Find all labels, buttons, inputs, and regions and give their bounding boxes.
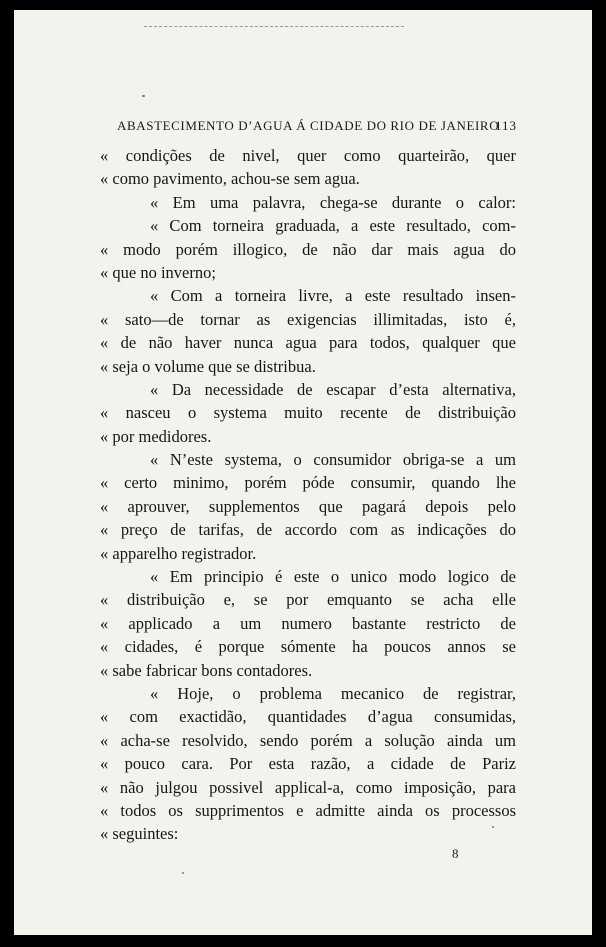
- text-line: « com exactidão, quantidades d’agua consumidas,: [100, 707, 516, 727]
- paper-speck: [492, 826, 494, 828]
- text-line: « seja o volume que se distribua.: [100, 356, 316, 376]
- paper-speck: [182, 872, 184, 874]
- text-line: « pouco cara. Por esta razão, a cidade de Pariz: [100, 754, 516, 774]
- body-text: [100, 144, 516, 846]
- text-line: « apparelho registrador.: [100, 543, 257, 563]
- text-line: « Hoje, o problema mecanico de registrar,: [150, 683, 516, 703]
- text-line: « Em uma palavra, chega-se durante o calor:: [150, 192, 516, 212]
- running-title: ABASTECIMENTO D’AGUA Á CIDADE DO RIO DE JANEIRO: [117, 118, 500, 133]
- text-line: « nasceu o systema muito recente de distribuição: [100, 403, 516, 423]
- text-line: « Com a torneira livre, a este resultado insen-: [150, 286, 516, 306]
- text-line: « Com torneira graduada, a este resultado, com-: [150, 216, 516, 236]
- text-line: « de não haver nunca agua para todos, qualquer que: [100, 333, 516, 353]
- text-line: « modo porém illogico, de não dar mais agua do: [100, 239, 516, 259]
- signature-mark: 8: [452, 846, 459, 861]
- text-line: « acha-se resolvido, sendo porém a solução ainda um: [100, 730, 516, 750]
- text-line: « Em principio é este o unico modo logico de: [150, 567, 516, 587]
- text-line: « como pavimento, achou-se sem agua.: [100, 169, 360, 189]
- text-line: « condições de nivel, quer como quarteirão, quer: [100, 146, 516, 165]
- text-line: « seguintes:: [100, 824, 179, 844]
- text-line: « aprouver, supplementos que pagará depois pelo: [100, 496, 516, 516]
- top-rule: [144, 26, 404, 27]
- text-line: « não julgou possivel applical-a, como imposição, para: [100, 777, 516, 797]
- text-line: « Da necessidade de escapar d’esta alternativa,: [150, 379, 516, 399]
- page-number: 113: [494, 118, 517, 133]
- text-line: « N’este systema, o consumidor obriga-se a um: [150, 450, 516, 470]
- text-line: « certo minimo, porém póde consumir, quando lhe: [100, 473, 516, 493]
- text-line: « todos os supprimentos e admitte ainda os processos: [100, 800, 516, 820]
- text-line: « sato—de tornar as exigencias illimitadas, isto é,: [100, 309, 516, 329]
- text-line: « distribuição e, se por emquanto se acha elle: [100, 590, 516, 610]
- text-line: « por medidores.: [100, 426, 212, 446]
- running-header: [117, 118, 517, 134]
- text-line: « cidades, é porque sómente ha poucos annos se: [100, 637, 516, 657]
- text-line: « preço de tarifas, de accordo com as indicações do: [100, 520, 516, 540]
- text-line: « que no inverno;: [100, 262, 216, 282]
- text-line: « applicado a um numero bastante restricto de: [100, 613, 516, 633]
- book-page: [14, 10, 592, 935]
- paper-speck: [142, 95, 145, 97]
- text-line: « sabe fabricar bons contadores.: [100, 660, 313, 680]
